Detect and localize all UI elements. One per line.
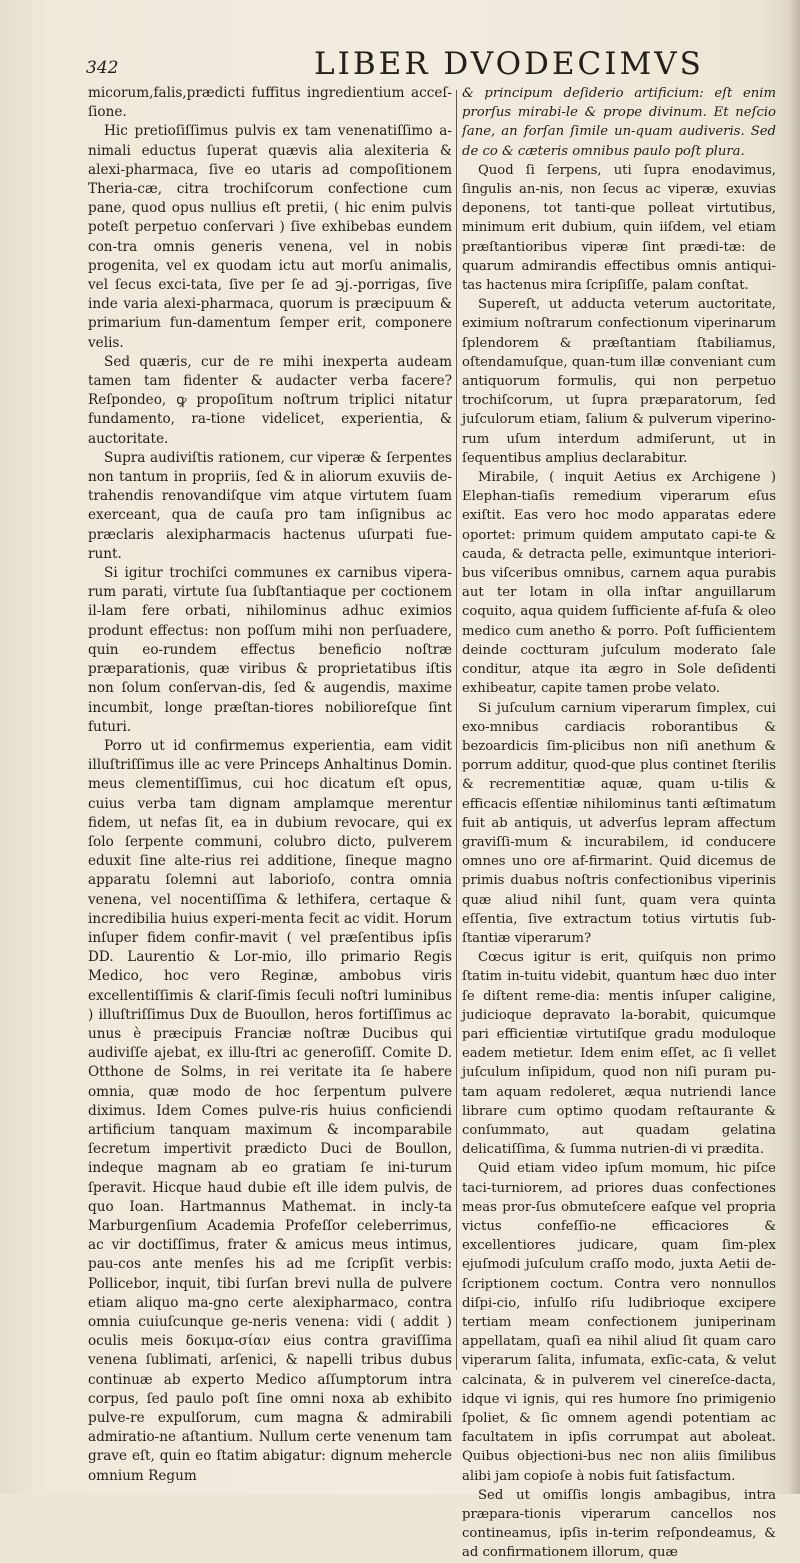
running-title: LIBER DVODECIMVS [314, 46, 704, 82]
right-column [462, 84, 776, 1563]
paragraph: Cœcus igitur is erit, quiſquis non primo ſtatim in-tuitu videbit, quantum hæc duo inter ſe diſtent reme-dia: mentis inſuper caligine, judicioque depravato la-borabit, quicumque pari efficientiæ virtutiſque gradu moduloque eadem metietur. Idem enim eſſet, ac ſi vellet juſculum inſipidum, quod non niſi puram pu-tam aquam redoleret, æqua nutriendi lance librare cum optimo quodam reſtaurante & conſummato, aut quadam gelatina delicatiſſima, & ſumma nutrien-di vi prædita. [462, 950, 776, 1158]
paragraph: micorum,falis,prædicti fuffitus ingredientium acceſ-ſione. [88, 85, 452, 121]
paragraph: Quod ſi ſerpens, uti ſupra enodavimus, ſingulis an-nis, non ſecus ac viperæ, exuvias deponens, tot tanti-que polleat virtutibus, minimum erit dubium, quin iiſdem, vel etiam præſtantioribus viperæ ſint prædi-tæ: de quarum admirandis effectibus omnis antiqui-tas hactenus mira ſcripſiſſe, palam conſtat. [462, 162, 776, 294]
paragraph: Porro ut id confirmemus experientia, eam vidit illuſtriſſimus ille ac vere Princeps Anhaltinus Domin. meus clementiſſimus, cui hoc dicatum eſt opus, cuius verba tam dignam amplamque merentur fidem, ut nefas ſit, ea in dubium revocare, qui ex ſolo ſerpente communi, colubro dicto, pulverem eduxit ſine alte-rius rei additione, ſineque magno apparatu ſolemni aut laborioſo, contra omnia venena, vel nocentiſſima & lethifera, certaque & incredibilia huius experi-menta fecit ac vidit. Horum inſuper fidem confir-mavit ( vel præſentibus ipſis DD. Laurentio & Lor-mio, illo primario Regis Medico, hoc vero Reginæ, ambobus viris excellentiſſimis & clariſ-ſimis ſeculi noſtri luminibus ) illuſtriſſimus Dux de Buoullon, heros fortiſſimus ac unus è præcipuis Franciæ noſtræ Ducibus qui audiviſſe ajebat, ex illu-ſtri ac generoſiſſ. Comite D. Otthone de Solms, in rei veritate ita ſe habere omnia, quæ modo de hoc ſerpentum pulvere diximus. Idem Comes pulve-ris huius conficiendi artificium tanquam maximum & incomparabile ſecretum impertivit prædicto Duci de Boullon, indeque magnam ab eo gratiam ſe ini-turum ſperavit. Hicque haud dubie eſt ille idem pulvis, de quo Ioan. Hartmannus Mathemat. in incly-ta Marburgenſium Academia Profeſſor celeberrimus, ac vir doctiſſimus, frater & amicus meus intimus, pau-cos ante menſes his ad me ſcripſit verbis: Pollicebor, inquit, tibi ſurſan brevi nulla de pulvere etiam aliquo ma-gno certe alexipharmaco, contra omnia cuiuſcunque ge-neris venena: vidi ( addit ) oculis meis δοκιμα-σίαν eius contra graviſſima venena ſublimati, arſenici, & napelli tribus dubus continuæ ab experto Medico aſſumptorum intra corpus, ſed paulo poſt ſine omni noxa ab exhibito pulve-re expulſorum, cum magna & admirabili admiratio-ne aſtantium. Nullum certe venenum tam grave eſt, quin eo ſtatim abigatur: dignum mehercle omnium Regum [88, 737, 452, 1484]
paragraph: Supra audiviſtis rationem, cur viperæ & ſerpentes non tantum in propriis, ſed & in aliorum exuviis de-trahendis renovandiſque vim atque virtutem ſuam exerceant, qua de cauſa pro tam inſignibus ac præclaris alexipharmacis hactenus uſurpati fue-runt. [88, 449, 452, 562]
paragraph: Hic pretioſiſſimus pulvis ex tam venenatiſſimo a-nimali eductus ſuperat quævis alia alexiteria & alexi-pharmaca, ſive eo utaris ad compoſitionem Theria-cæ, citra trochiſcorum confectione cum pane, quod opus nullius eſt pretii, ( hic enim pulvis poteſt perpetuo conſervari ) ſive exhibebas eundem con-tra omnis generis venena, vel in nobis progenita, vel ex quodam ictu aut morſu animalis, vel ſecus exci-tata, ſive per ſe ad ℈j.-porrigas, ſive inde varia alexi-pharmaca, quorum is præcipuum & primarium fun-damentum ſemper erit, componere velis. [88, 123, 452, 351]
paragraph: & principum deſiderio artificium: eſt enim prorſus mirabi-le & prope divinum. Et neſcio ſane, an forſan ſimile un-quam audiveris. Sed de co & cæteris omnibus paulo poſt plura. [462, 86, 776, 159]
paragraph: Sed quæris, cur de re mihi inexperta audeam tamen tam fidenter & audacter verba facere? Reſpondeo, ꝙ propoſitum noſtrum triplici nitatur fundamento, ra-tione videlicet, experientia, & auctoritate. [88, 353, 452, 447]
page-number: 342 [86, 58, 119, 78]
paragraph: Supereſt, ut adducta veterum auctoritate, eximium noſtrarum confectionum viperinarum ſplendorem & præſtantiam ſtabiliamus, oſtendamuſque, quan-tum illæ conveniant cum antiquorum formulis, qui non perpetuo trochiſcorum, ut ſupra præparatorum, ſed juſculorum etiam, ſalium & pulverum viperino-rum uſum interdum admiſerunt, ut in ſequentibus amplius declarabitur. [462, 297, 776, 466]
paragraph: Quid etiam video ipſum momum, hic piſce taci-turniorem, ad priores duas confectiones meas pror-ſus obmuteſcere eaſque vel propria victus confeſſio-ne efficaciores & excellentiores judicare, quam ſim-plex ejuſmodi juſculum craſſo modo, juxta Aetii de-ſcriptionem coctum. Contra vero nonnullos diſpi-cio, inſulſo riſu ludibrioque excipere tertiam meam confectionem juniperinam appellatam, quaſi ea nihil aliud ſit quam caro viperarum ſalita, infumata, exſic-cata, & velut calcinata, & in pulverem vel cinereſce-dacta, idque vi ignis, qui res humore ſno primigenio ſpoliet, & ſic omnem agendi potentiam ac facultatem in ipſis corrumpat aut aboleat. Quibus objectioni-bus nec non aliis ſimilibus alibi jam copioſe à nobis fuit ſatisfactum. [462, 1161, 776, 1484]
page-header [86, 44, 766, 84]
paragraph: Sed ut omiſſis longis ambagibus, intra præpara-tionis viperarum cancellos nos contineamus, ipſis in-terim reſpondeamus, & ad confirmationem illorum, quæ [462, 1487, 776, 1561]
left-column [88, 84, 452, 1486]
page-edge-shadow [788, 0, 800, 1494]
paragraph: Si igitur trochiſci communes ex carnibus vipera-rum parati, virtute ſua ſubſtantiaque per coctionem il-lam fere orbati, nihilominus adhuc eximios produnt effectus: non poſſum mihi non perſuadere, quin eo-rundem effectus beneficio noſtræ præparationis, quæ viribus & proprietatibus iſtis non ſolum conſervan-dis, ſed & augendis, maxime incumbit, longe præſtan-tiores nobilioreſque ſint futuri. [88, 565, 452, 735]
paragraph: Si juſculum carnium viperarum ſimplex, cui exo-mnibus cardiacis roborantibus & bezoardicis ſim-plicibus non niſi anethum & porrum additur, quod-que plus continet ſterilis & recrementitiæ aquæ, quam u-tilis & efficacis eſſentiæ nihilominus tanti æſtimatum fuit ab antiquis, ut adverſus lepram affectum graviſſi-mum & incurabilem, id conducere omnes uno ore af-firmarint. Quid dicemus de primis duabus noſtris confectionibus viperinis quæ aliud nihil ſunt, quam vera quinta eſſentia, ſive extractum totius virtutis ſub-ſtantiæ viperarum? [462, 700, 776, 946]
column-divider [456, 90, 457, 1370]
paragraph: Mirabile, ( inquit Aetius ex Archigene ) Elephan-tiaſis remedium viperarum eſus exiſtit. Eas vero hoc modo apparatas edere oportet: primum quidem amputato capi-te & cauda, & detracta pelle, eximuntque interiori-bus viſceribus omnibus, carnem aqua purabis aut ter lotam in olla inſtar anguillarum coquito, aqua quidem ſufficiente af-fuſa & oleo medico cum anetho & porro. Poſt ſufficientem deinde coctturam juſculum moderato ſale conditur, atque ita ægro in Sole deſidenti exhibeatur, capite tamen probe velato. [462, 470, 776, 697]
